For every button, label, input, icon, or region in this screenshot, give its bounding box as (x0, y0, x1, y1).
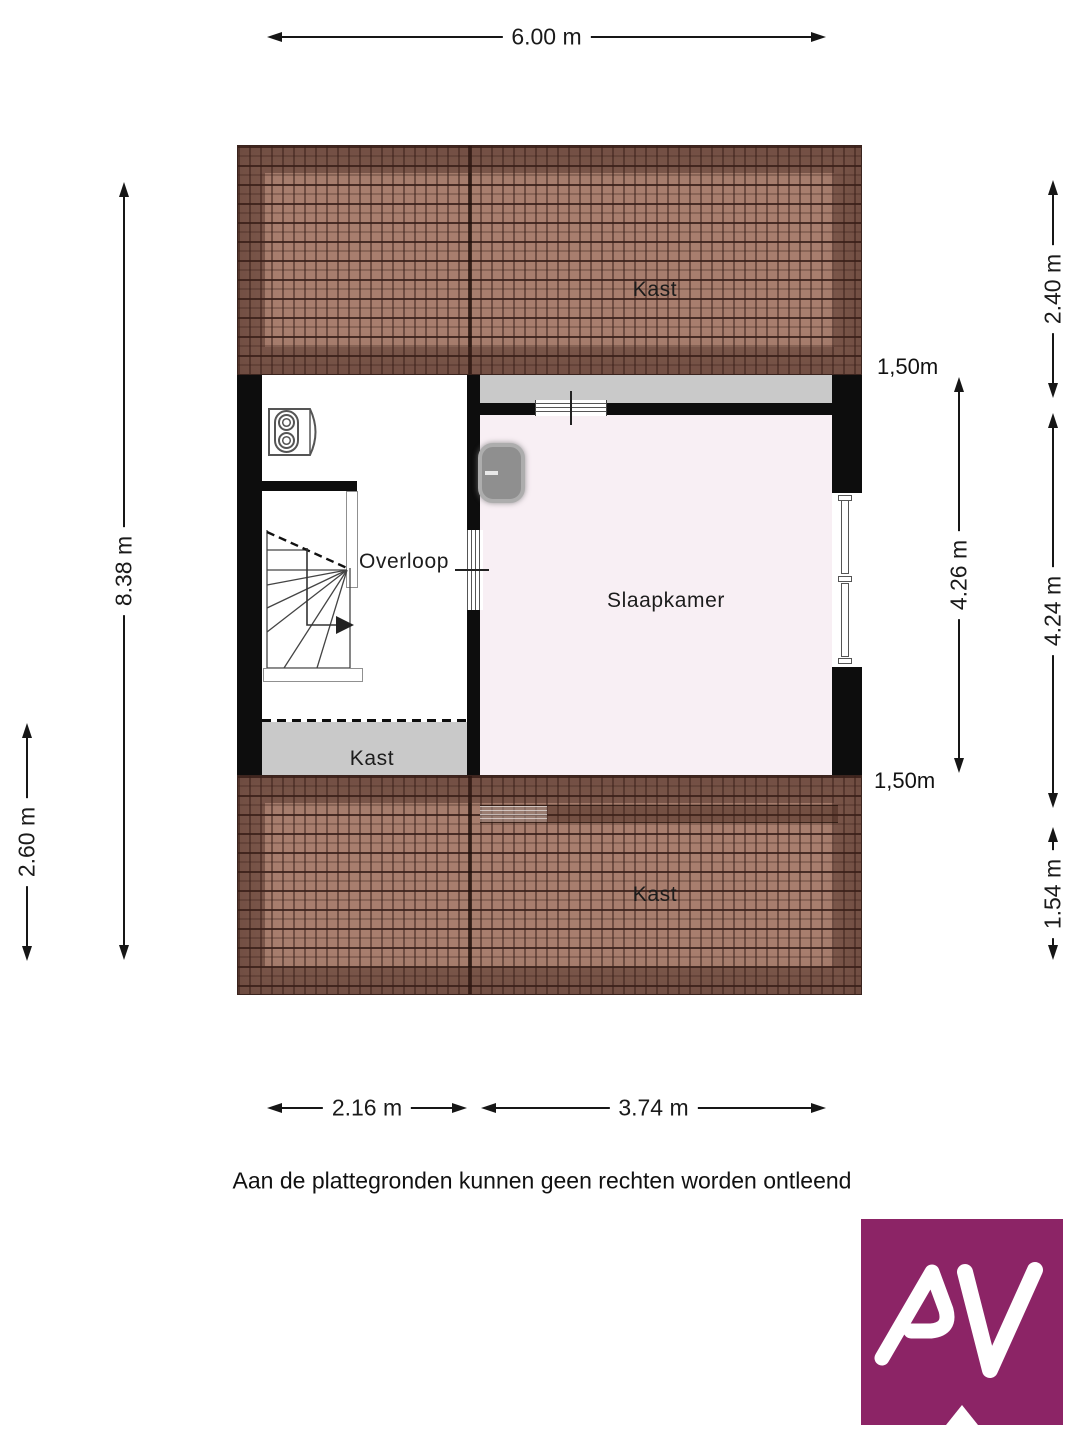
dimension-label: 2.40 m (1040, 245, 1067, 333)
wall-right-exterior-upper (832, 375, 862, 493)
dimension-label: 3.74 m (609, 1095, 697, 1122)
knee-height-label-bottom: 1,50m (874, 768, 936, 793)
ventilation-unit-icon (478, 443, 525, 503)
window-center-tick (570, 391, 572, 425)
dimension-label: 2.60 m (14, 798, 41, 886)
room-label-kast-landing: Kast (349, 747, 395, 770)
room-label-kast-top: Kast (632, 278, 678, 301)
knee-height-label-top: 1,50m (877, 354, 939, 379)
knee-wall-dashed-line (262, 719, 467, 722)
dimension-label: 6.00 m (502, 24, 590, 51)
right-wall-window-icon (832, 493, 862, 667)
bedroom-knee-strip (480, 375, 832, 403)
dimension-label: 8.38 m (111, 527, 138, 615)
staircase-icon (262, 480, 367, 690)
dimension-label: 2.16 m (323, 1095, 411, 1122)
roof-area-top (237, 145, 862, 375)
boiler-icon (266, 406, 324, 458)
logo-background (861, 1219, 1063, 1425)
agency-logo (861, 1219, 1063, 1425)
room-label-slaapkamer: Slaapkamer (606, 589, 726, 612)
wall-left-exterior (237, 375, 262, 775)
dimension-label: 1.54 m (1040, 849, 1067, 937)
dimension-label: 4.26 m (946, 531, 973, 619)
wall-right-exterior-lower (832, 667, 862, 775)
room-label-kast-bottom: Kast (632, 883, 678, 906)
roof-seam-line (468, 146, 472, 374)
room-label-overloop: Overloop (358, 550, 450, 573)
door-center-tick (455, 569, 489, 571)
under-roof-window (480, 805, 838, 823)
disclaimer-text: Aan de plattegronden kunnen geen rechten worden ontleend (232, 1167, 852, 1194)
dimension-label: 4.24 m (1040, 566, 1067, 654)
stair-landing (263, 668, 363, 682)
under-roof-window-hatch (480, 806, 547, 822)
roof-seam-line (468, 776, 472, 994)
